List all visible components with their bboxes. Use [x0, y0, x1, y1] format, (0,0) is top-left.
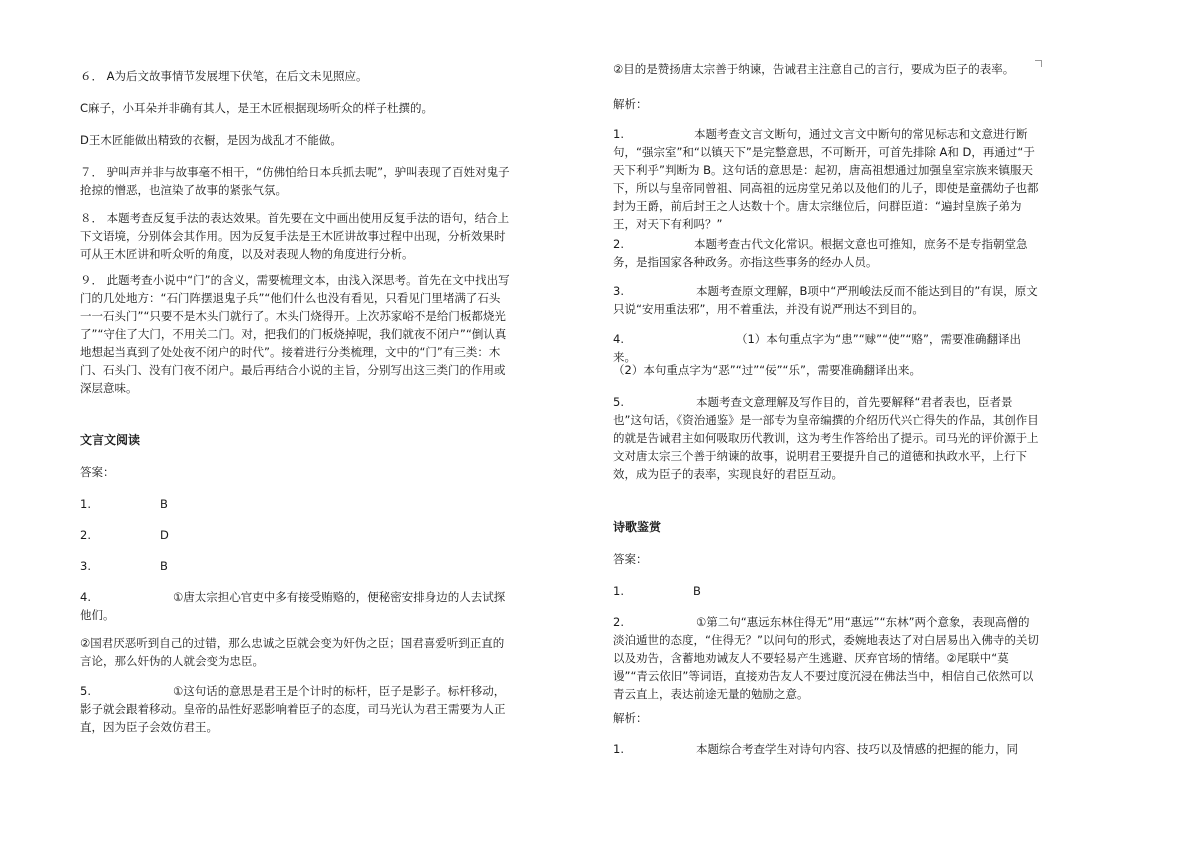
item-7: ７． 驴叫声并非与故事毫不相干，“仿佛怕给日本兵抓去呢”，驴叫表现了百姓对鬼子抢掠的憎恶，也渲染了故事的紧张气氛。: [80, 165, 510, 197]
explanation-2-num: 2.: [613, 237, 624, 251]
answer-label: 答案：: [80, 465, 115, 479]
poetry-answer-2-text: ①第二句“惠远东林住得无”用“惠远”“东林”两个意象，表现高僧的淡泊遁世的态度，“住得无？”以问句的形式，委婉地表达了对白居易出入佛寺的关切以及劝告，含蓄地劝诫友人不要轻易产生逃避、厌弃官场的情绪。②尾联中“莫谩”“青云依旧”等词语，直接劝告友人不要过度沉浸在佛法当中，相信自己依然可以青云直上，表达前途无量的勉励之意。: [613, 615, 1039, 701]
poetry-answer-1-num: 1.: [613, 584, 624, 598]
answer-5: [80, 682, 510, 736]
answer-1-num: 1.: [80, 497, 91, 511]
explanation-2-text: 本题考查古代文化常识。根据文意也可推知，庶务不是专指朝堂急务，是指国家各种政务。亦指这些事务的经办人员。: [613, 237, 1028, 269]
answer-5-part-2: ②目的是赞扬唐太宗善于纳谏，告诫君主注意自己的言行，要成为臣子的表率。: [613, 62, 1015, 76]
answer-3-value: B: [160, 559, 168, 573]
poetry-answer-1: [613, 582, 1040, 600]
answer-3-num: 3.: [80, 559, 91, 573]
answer-5-text: ①这句话的意思是君王是个计时的标杆，臣子是影子。标杆移动，影子就会跟着移动。皇帝的品性好恶影响着臣子的态度，司马光认为君王需要为人正直，因为臣子会效仿君王。: [80, 684, 506, 734]
item-6-option-d: D王木匠能做出精致的衣橱，是因为战乱才不能做。: [80, 133, 342, 147]
answer-3: [80, 557, 510, 575]
answer-4-part-2: ②国君厌恶听到自己的过错，那么忠诚之臣就会变为奸伪之臣；国君喜爱听到正直的言论，那么奸伪的人就会变为忠臣。: [80, 636, 505, 668]
explanation-4-text: （1）本句重点字为“患”“赇”“使”“赂”，需要准确翻译出来。: [613, 332, 1021, 364]
explanation-3: [613, 282, 1040, 318]
explanation-4-part-2: （2）本句重点字为“恶”“过”“佞”“乐”，需要准确翻译出来。: [613, 363, 921, 377]
poetry-analysis-label: 解析：: [613, 711, 648, 725]
poetry-answer-label: 答案：: [613, 552, 648, 566]
explanation-3-num: 3.: [613, 284, 624, 298]
section-title-classical: 文言文阅读: [80, 433, 141, 447]
answer-1: [80, 495, 510, 513]
section-title-poetry: 诗歌鉴赏: [613, 520, 662, 534]
explanation-4-num: 4.: [613, 332, 624, 346]
answer-5-num: 5.: [80, 684, 91, 698]
answer-4: [80, 588, 510, 624]
answer-1-value: B: [160, 497, 168, 511]
analysis-label: 解析：: [613, 97, 648, 111]
answer-4-num: 4.: [80, 590, 91, 604]
explanation-5: [613, 393, 1040, 483]
answer-2: [80, 526, 510, 544]
poetry-explanation-1-text: 本题综合考查学生对诗句内容、技巧以及情感的把握的能力，同: [695, 742, 1018, 756]
explanation-1-num: 1.: [613, 127, 624, 141]
poetry-answer-2: [613, 613, 1040, 703]
explanation-1: [613, 125, 1040, 233]
explanation-1-text: 本题考查文言文断句，通过文言文中断句的常见标志和文意进行断句，“强宗室”和“以镇天下”是完整意思，不可断开，可首先排除 A和 D，再通过“于天下利乎”判断为 B。这句话的意思是：起初，唐高祖想通过加强皇室宗族来镇服天下，所以与皇帝同曾祖、同高祖的远房堂兄弟以及他们的儿子，即使是童孺幼子也都封为王爵，前后封王之人达数十个。唐太宗继位后，问群臣道：“遍封皇族子弟为王，对天下有利吗？”: [613, 127, 1039, 231]
explanation-3-text: 本题考查原文理解，B项中“严刑峻法反而不能达到目的”有误，原文只说“安用重法邪”，用不着重法，并没有说严刑达不到目的。: [613, 284, 1038, 316]
answer-2-value: D: [160, 528, 169, 542]
explanation-5-num: 5.: [613, 395, 624, 409]
answer-4-text: ①唐太宗担心官吏中多有接受贿赂的，便秘密安排身边的人去试探他们。: [80, 590, 506, 622]
item-6-option-c: C麻子，小耳朵并非确有其人，是王木匠根据现场听众的样子杜撰的。: [80, 101, 434, 115]
explanation-5-text: 本题考查文意理解及写作目的，首先要解释“君者表也，臣者景也”这句话，《资治通鉴》是一部专为皇帝编撰的介绍历代兴亡得失的作品，其创作目的就是告诫君主如何吸取历代教训，这为考生作答给出了提示。司马光的评价源于上文对唐太宗三个善于纳谏的故事，说明君王要提升自己的道德和执政水平，上行下效，成为臣子的表率，实现良好的君臣互动。: [613, 395, 1039, 481]
answer-2-num: 2.: [80, 528, 91, 542]
item-8: ８． 本题考查反复手法的表达效果。首先要在文中画出使用反复手法的语句，结合上下文语境，分别体会其作用。因为反复手法是王木匠讲故事过程中出现，分析效果时可从王木匠讲和听众听的角度，以及对表现人物的角度进行分析。: [80, 211, 510, 261]
poetry-answer-1-value: B: [693, 584, 701, 598]
explanation-2: [613, 235, 1040, 271]
poetry-explanation-1-num: 1.: [613, 742, 624, 756]
poetry-explanation-1: [613, 740, 1040, 758]
item-6: ６． A为后文故事情节发展埋下伏笔，在后文未见照应。: [80, 69, 368, 83]
item-9: ９． 此题考查小说中“门”的含义，需要梳理文本，由浅入深思考。首先在文中找出写门的几处地方：“石门阵摆退鬼子兵”“他们什么也没有看见，只看见门里堵满了石头一一石头门”“只要不是木头门就行了。木头门烧得开。上次苏家峪不是给门板都烧光了”“守住了大门，不用关二门。对，把我们的门板烧掉呢，我们就夜不闭户”“倒认真地想起当真到了处处夜不闭户的时代”。接着进行分类梳理，文中的“门”有三类：木门、石头门、没有门夜不闭户。最后再结合小说的主旨，分别写出这三类门的作用或深层意味。: [80, 273, 510, 395]
poetry-answer-2-num: 2.: [613, 615, 624, 629]
